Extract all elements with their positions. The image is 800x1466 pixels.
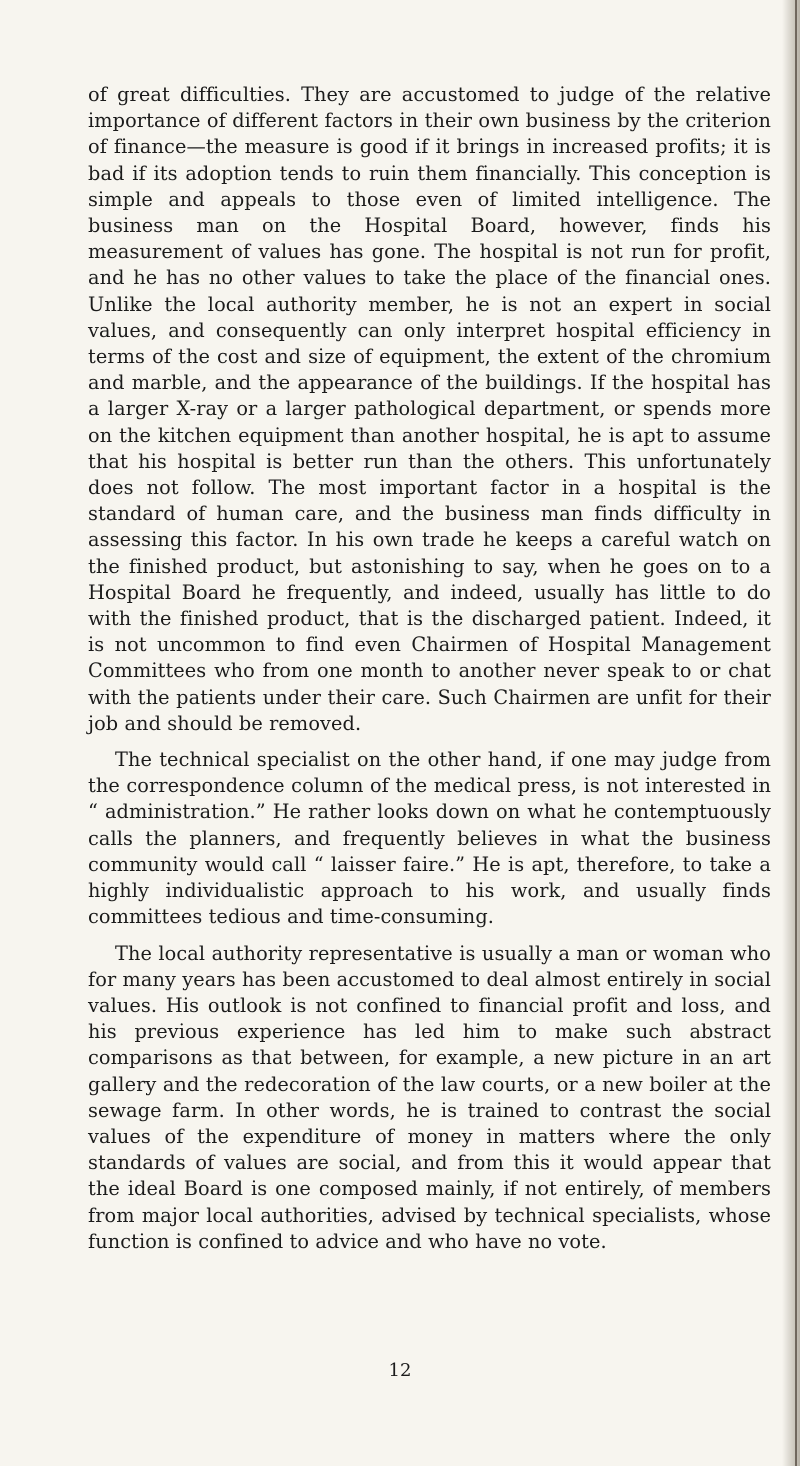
page-edge-shadow <box>782 0 800 1466</box>
paragraph-1: of great difficulties. They are accustomed to judge of the relative importance of different factors in their own business by the criterion of finance—the measure is good if it brings in increased profits; it is bad if its adoption tends to ruin them financially. This conception is simple and appeals to those even of limited intelligence. The business man on the Hospital Board, however, finds his measurement of values has gone. The hospital is not run for profit, and he has no other values to take the place of the financial ones. Unlike the local authority member, he is not an expert in social values, and consequently can only interpret hospital efficiency in terms of the cost and size of equipment, the extent of the chromium and marble, and the appearance of the buildings. If the hospital has a larger X-ray or a larger pathological department, or spends more on the kitchen equipment than another hospital, he is apt to assume that his hospital is better run than the others. This unfortunately does not follow. The most important factor in a hospital is the standard of human care, and the business man finds difficulty in assessing this factor. In his own trade he keeps a careful watch on the finished product, but astonishing to say, when he goes on to a Hospital Board he frequently, and indeed, usually has little to do with the finished product, that is the discharged patient. Indeed, it is not uncommon to find even Chairmen of Hospital Management Committees who from one month to another never speak to or chat with the patients under their care. Such Chairmen are unfit for their job and should be removed. <box>88 83 771 735</box>
paragraph-gap <box>88 931 771 941</box>
page-body <box>88 82 771 1255</box>
paragraph-3: The local authority representative is usually a man or woman who for many years has been accustomed to deal almost entirely in social values. His outlook is not confined to financial profit and loss, and his previous experience has led him to make such abstract comparisons as that between, for example, a new picture in an art gallery and the redecoration of the law courts, or a new boiler at the sewage farm. In other words, he is trained to contrast the social values of the expenditure of money in matters where the only standards of values are social, and from this it would appear that the ideal Board is one composed mainly, if not entirely, of members from major local authorities, advised by technical specialists, whose function is confined to advice and who have no vote. <box>88 941 771 1253</box>
page-number: 12 <box>388 1360 412 1381</box>
paragraph-2: The technical specialist on the other hand, if one may judge from the correspondence column of the medical press, is not interested in “ administration.” He rather looks down on what he contemptuously calls the planners, and frequently believes in what the business community would call “ laisser faire.” He is apt, therefore, to take a highly individualistic approach to his work, and usually finds committees tedious and time-consuming. <box>88 748 771 929</box>
page-edge-line <box>795 0 797 1466</box>
paragraph-gap <box>88 737 771 747</box>
